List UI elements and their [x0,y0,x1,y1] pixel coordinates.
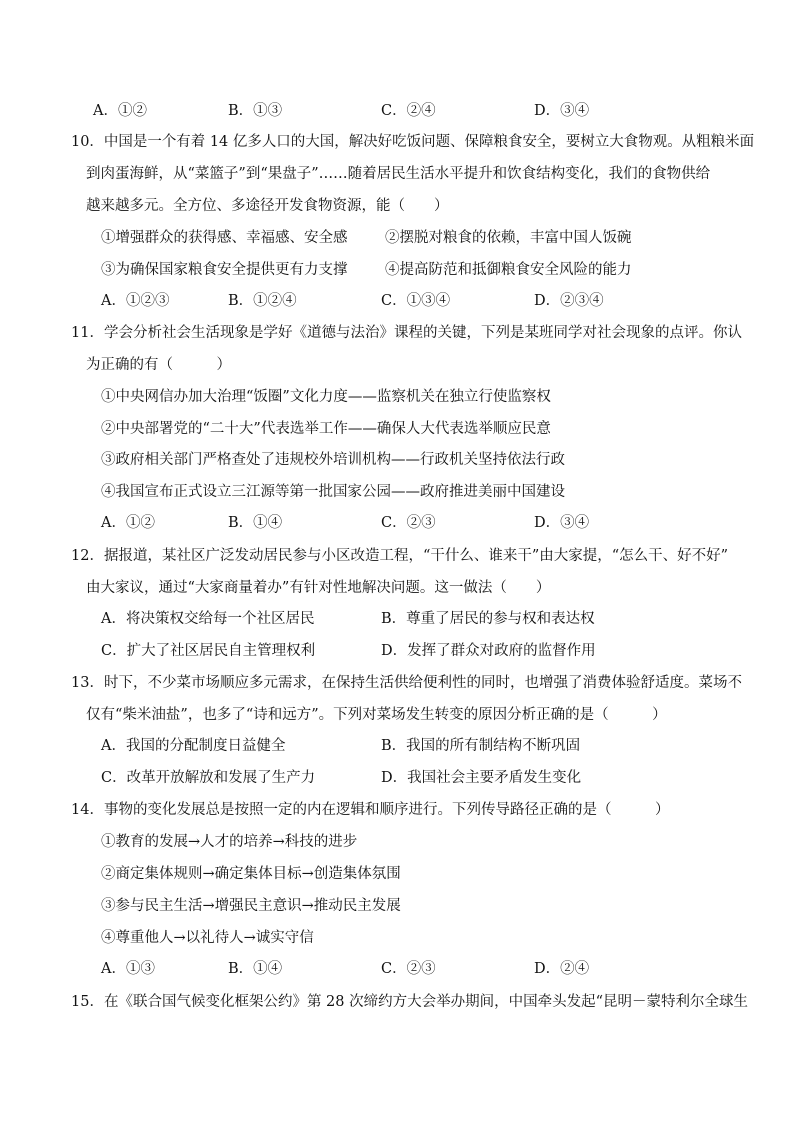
q12-option-c: C．扩大了社区居民自主管理权利 [101,643,316,659]
q9-option-d: D．③④ [534,103,590,119]
q10-item-2: ②摆脱对粮食的依赖，丰富中国人饭碗 [385,230,632,246]
q11-item-1: ①中央网信办加大治理“饭圈”文化力度——监察机关在独立行使监察权 [101,389,551,405]
q10-stem-line-1: 10．中国是一个有着 14 亿多人口的大国，解决好吃饭问题、保障粮食安全，要树立大食物观。从粗粮米面 [71,134,755,150]
q10-option-d: D．②③④ [534,293,604,309]
q14-item-2: ②商定集体规则→确定集体目标→创造集体氛围 [101,866,401,882]
q10-stem-line-3: 越来越多元。全方位、多途径开发食物资源，能（ ） [86,198,449,214]
q12-stem-line-2: 由大家议，通过“大家商量着办”有针对性地解决问题。这一做法（ ） [86,580,551,596]
q13-option-d: D．我国社会主要矛盾发生变化 [381,770,582,786]
q11-item-4: ④我国宣布正式设立三江源等第一批国家公园——政府推进美丽中国建设 [101,484,565,500]
q12-option-b: B．尊重了居民的参与权和表达权 [381,611,595,627]
q14-item-4: ④尊重他人→以礼待人→诚实守信 [101,930,314,946]
q11-option-c: C．②③ [381,515,436,531]
q11-item-3: ③政府相关部门严格查处了违规校外培训机构——行政机关坚持依法行政 [101,452,565,468]
q14-item-3: ③参与民主生活→增强民主意识→推动民主发展 [101,898,401,914]
q10-item-3: ③为确保国家粮食安全提供更有力支撑 [101,262,348,278]
q9-option-c: C．②④ [381,103,436,119]
q10-stem-line-2: 到肉蛋海鲜，从“菜篮子”到“果盘子”……随着居民生活水平提升和饮食结构变化，我们的食物供给 [86,166,711,182]
q14-option-b: B．①④ [228,961,283,977]
q11-stem-line-1: 11．学会分析社会生活现象是学好《道德与法治》课程的关键，下列是某班同学对社会现象的点评。你认 [71,325,742,341]
q11-option-a: A．①② [101,515,155,531]
q14-option-a: A．①③ [101,961,155,977]
q11-option-b: B．①④ [228,515,283,531]
q13-option-a: A．我国的分配制度日益健全 [101,738,286,754]
q10-option-b: B．①②④ [228,293,297,309]
q11-item-2: ②中央部署党的“二十大”代表选举工作——确保人大代表选举顺应民意 [101,421,551,437]
q11-option-d: D．③④ [534,515,590,531]
q13-option-b: B．我国的所有制结构不断巩固 [381,738,581,754]
q13-stem-line-2: 仅有“柴米油盐”，也多了“诗和远方”。下列对菜场发生转变的原因分析正确的是（ ） [86,707,667,723]
q10-item-1: ①增强群众的获得感、幸福感、安全感 [101,230,348,246]
q14-option-c: C．②③ [381,961,436,977]
q9-option-a: A．①② [93,103,147,119]
q14-option-d: D．②④ [534,961,590,977]
q12-option-a: A．将决策权交给每一个社区居民 [101,611,315,627]
q15-stem-line-1: 15．在《联合国气候变化框架公约》第 28 次缔约方大会举办期间，中国牵头发起“昆明－蒙特利尔全球生 [71,994,749,1010]
q10-option-c: C．①③④ [381,293,451,309]
q11-stem-line-2: 为正确的有（ ） [86,357,231,373]
q10-item-4: ④提高防范和抵御粮食安全风险的能力 [385,262,632,278]
q13-option-c: C．改革开放解放和发展了生产力 [101,770,316,786]
q14-item-1: ①教育的发展→人才的培养→科技的进步 [101,834,358,850]
q9-option-b: B．①③ [228,103,283,119]
q12-option-d: D．发挥了群众对政府的监督作用 [381,643,596,659]
q10-option-a: A．①②③ [101,293,170,309]
q12-stem-line-1: 12．据报道，某社区广泛发动居民参与小区改造工程，“干什么、谁来干”由大家提，“怎么干、好不好” [71,548,729,564]
q13-stem-line-1: 13．时下，不少菜市场顺应多元需求，在保持生活供给便利性的同时，也增强了消费体验舒适度。菜场不 [71,675,742,691]
q14-stem-line-1: 14．事物的变化发展总是按照一定的内在逻辑和顺序进行。下列传导路径正确的是（ ） [71,802,670,818]
